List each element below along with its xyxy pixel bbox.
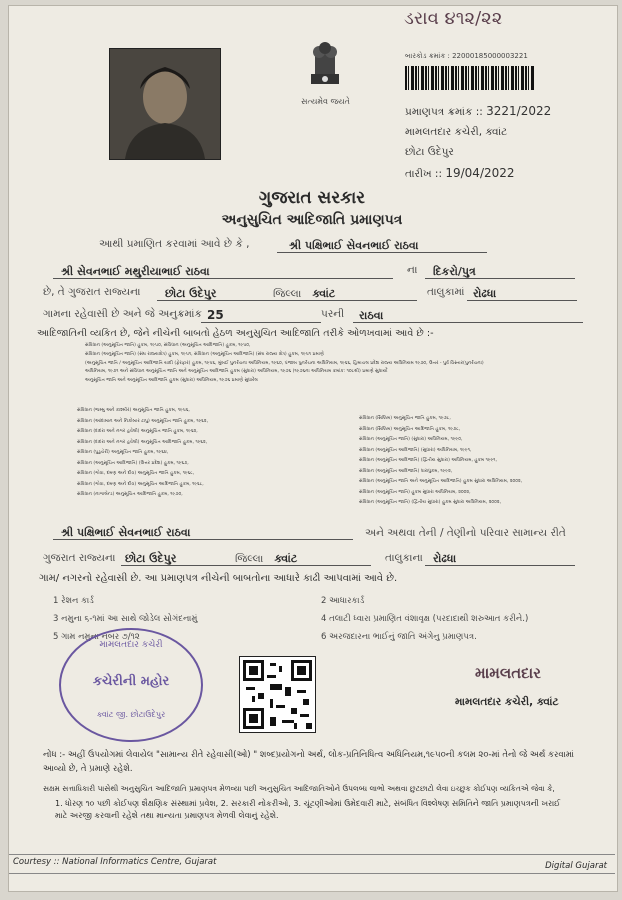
order-item: સંવિધાન (અનુસૂચિત જાતિ) (દ્વિતીય સુધારા) હુકમ સુધારા અધિનિયમ, ૨૦૦૨, <box>359 500 502 505</box>
applicant-photo <box>109 48 221 160</box>
office-line-1: મામલતદાર કચેરી, ક્વાંટ <box>405 126 508 138</box>
barcode <box>405 66 535 90</box>
cert-number: 3221/2022 <box>486 104 552 118</box>
emblem-caption: સત્યમેવ જયતે <box>301 97 350 106</box>
father-name-line <box>53 260 393 279</box>
order-item: સંવિધાન (નાગાલેન્ડ) અનુસૂચિત આદિજાતિ હુકમ, ૧૯૭૦, <box>77 492 183 497</box>
date-row <box>405 166 515 181</box>
district-label: જિલ્લા <box>273 288 302 300</box>
qr-code <box>239 656 316 733</box>
law-line: અનુસૂચિત જાતિ અને અનુસૂચિત આદિજાતિ હુકમ (સુધારા) અધિનિયમ, ૧૯૭૬ પ્રમાણે સુધારેલ <box>85 378 258 384</box>
order-item: સંવિધાન (ગોવા, દમણ અને દીવ) અનુસૂચિત જાતિ હુકમ, ૧૯૬૮, <box>77 471 195 476</box>
note-text: નોંધ :- અહીં ઉપયોગમાં લેવાયેલ "સામાન્ય રીતે રહેવાસી(ઓ) " શબ્દપ્રયોગનો અર્થ, લોક-પ્રતિનિધિત્વ અધિનિયમ,૧૯૫૦ની કલમ ૨૦-માં તેનો જે અર્થ કરવામાં આવ્યો છે, તે પ્રમાણે રહેશે. <box>43 750 574 774</box>
relation: દિકરો/પુત્ર <box>433 265 476 278</box>
doc-item: 3 નમુના ૬-૧માં આ સાથે જોડેલ સોગંદનામું <box>53 614 198 624</box>
father-name: શ્રી સેવનભાઈ મથુરીયાભાઈ રાઠવા <box>61 265 210 278</box>
law-line: અધિનિયમ, ૧૯૭૧ અને સંવિધાન અનુસૂચિત જાતિ અને અનુસૂચિત આદિજાતિ હુકમ (સુધારા) અધિનિયમ, ૧૯૭૬ (૧૯૭૬ના અધિનિયમ ક્રમાંક: ૧૦૮થી) પ્રમાણે સુધાર્યો <box>85 369 388 375</box>
seal-top-text: મામલતદાર કચેરી <box>99 640 163 650</box>
order-item: સંવિધાન (અનુસૂચિત જાતિ અને અનુસૂચિત આદિજાતિ) હુકમ સુધારા અધિનિયમ, ૨૦૦૨, <box>359 479 523 484</box>
doc-item: 6 અરજદારના ભાઈનું જાતિ અંગેનુ પ્રમાણપત્ર. <box>321 632 477 642</box>
left-orders <box>77 406 208 501</box>
office-seal <box>59 628 203 742</box>
law-line: સંવિધાન (અનુસૂચિત જાતિ) હુકમ, ૧૯૫૦, સંવિધાન (અનુસૂચિત આદિજાતિ) હુકમ, ૧૯૫૦, <box>85 343 251 348</box>
right-orders <box>359 414 522 509</box>
order-item: સંવિધાન (જમ્મુ અને કાશ્મીર) અનુસૂચિત જાતિ હુકમ, ૧૯૫૬, <box>77 408 190 413</box>
order-item: સંવિધાન (અનુસૂચિત જાતિ) હુકમ સુધારા અધિનિયમ, ૨૦૦૨, <box>359 489 471 495</box>
order-item: સંવિધાન (સિક્કિમ) અનુસૂચિત જાતિ હુકમ, ૧૯૭૮, <box>359 416 451 421</box>
order-item: સંવિધાન (અનુસૂચિત જાતિ) (સુધારા) અધિનિયમ, ૧૯૯૦, <box>359 437 463 442</box>
certificate-title: અનુસુચિત આદિજાતિ પ્રમાણપત્ર <box>221 212 403 228</box>
seal-center-text: કચેરીની મહોર <box>92 674 170 689</box>
na-label: ના <box>407 264 418 276</box>
cert-number-row <box>405 104 551 119</box>
serial-line <box>201 304 321 323</box>
order-item: સંવિધાન (અનુસૂચિત આદિજાતિ) (ઉત્તર પ્રદેશ) હુકમ, ૧૯૬૭, <box>77 460 189 466</box>
gov-title: ગુજરાત સરકાર <box>258 188 366 208</box>
eligibility-text: સક્ષમ સત્તાધિકારી પાસેથી અનુસુચિત આદિજાતિ પ્રમાણપત્ર મેળવ્યા પછી અનુસુચિત આદિજાતિઓને ઉપલબ્ધ લાભો અથવા છુટછાટો લેવા ઇચ્છુક કોઈપણ વ્યકિતએ જેવા કે, <box>43 784 555 793</box>
village-text: ગામના રહેવાસી છે અને જે અનુક્રમાંક <box>43 308 202 320</box>
taluka-line-2 <box>221 547 371 566</box>
district: છોટા ઉદેપુર <box>165 287 217 300</box>
relation-line <box>425 260 575 279</box>
order-item: સંવિધાન (આંદામાન અને નિકોબાર ટાપુ) અનુસૂચિત જાતિ હુકમ, ૧૯૬૨, <box>77 418 209 424</box>
serial-number: 25 <box>207 308 224 322</box>
courtesy-text: Courtesy :: National Informatics Centre, Gujarat <box>13 857 217 867</box>
footer-bar <box>9 854 615 874</box>
doc-item: 5 ગામ નમુના નંબર ૭/૧૨ <box>53 632 140 642</box>
order-item: સંવિધાન (ગોવા, દમણ અને દીવ) અનુસૂચિત આદિજાતિ હુકમ, ૧૯૬૮, <box>77 481 204 487</box>
office-line-2: છોટા ઉદેપુર <box>405 146 454 158</box>
district-label-2: જિલ્લા <box>235 553 264 565</box>
caste: રાઠવા <box>359 309 384 322</box>
village-2: રોઢધા <box>433 552 457 565</box>
district-line <box>157 282 267 301</box>
district-line-2 <box>121 547 221 566</box>
village: રોઢધા <box>473 287 497 300</box>
law-line: સંવિધાન (અનુસૂચિત જાતિ) (સંઘ રાજ્યક્ષેત્ર) હુકમ, ૧૯૫૧, સંવિધાન (અનુસૂચિત આદિજાતિ) (સંઘ રાજ્ય ક્ષેત્ર) હુકમ, ૧૯૫૧ પ્રમાણે <box>85 351 324 357</box>
tribe-line: આદિજાતિની વ્યકિત છે, જેને નીચેની બાબતો હેઠળ અનુસુચિત આદિજાતિ તરીકે ઓળખવામાં આવે છે :- <box>37 328 434 339</box>
resident-text: ગામ/ નગરનો રહેવાસી છે. આ પ્રમાણપત્ર નીચેની બાબતોના આધારે કાઢી આપવામાં આવે છે. <box>39 573 398 584</box>
state-text-2: ગુજરાત રાજ્યના <box>43 552 116 564</box>
taluka-label-2: તાલુકાના <box>385 552 423 564</box>
state-text: છે, તે ગુજરાત રાજ્યના <box>43 286 141 298</box>
certify-text: આથી પ્રમાણિત કરવામાં આવે છે કે , <box>99 238 250 250</box>
seal-bottom-text: ક્વાંટ જી. છોટાઉદેપુર <box>96 710 166 719</box>
order-item: સંવિધાન (સિક્કિમ) અનુસૂચિત આદિજાતિ હુકમ, ૧૯૭૮, <box>359 426 461 432</box>
village-line <box>467 282 577 301</box>
order-item: સંવિધાન (અનુસૂચિત આદિજાતિ) (સુધારા) અધિનિયમ, ૧૯૯૧, <box>359 447 472 453</box>
signatory-office: મામલતદાર કચેરી, ક્વાંટ <box>455 696 559 708</box>
order-item: સંવિધાન (અનુસૂચિત આદિજાતિ) ધારાધુકમ, ૧૯૯૨, <box>359 468 453 474</box>
date-label: તારીખ :: <box>405 168 443 180</box>
issue-date: 19/04/2022 <box>445 166 515 180</box>
certificate-page <box>8 5 618 892</box>
taluka: ક્વાંટ <box>312 287 336 300</box>
order-item: સંવિધાન (દાદરા અને નગર હવેલી) અનુસૂચિત જાતિ હુકમ, ૧૯૬૨, <box>77 429 198 434</box>
doc-item: 2 આધારકાર્ડ <box>321 596 365 606</box>
family-text: અને અથવા તેની / તેણીનો પરિવાર સામાન્ય રીતે <box>365 527 566 539</box>
person-name: શ્રી પક્ષિભાઈ સેવનભાઈ રાઠવા <box>289 239 419 252</box>
order-item: સંવિધાન (અનુસૂચિત આદિજાતિ) (દ્વિતીય સુધારા) અધિનિયમ, હુકમ ૧૯૯૧, <box>359 458 497 463</box>
taluka-line <box>267 282 417 301</box>
doc-item: 4 તલાટી ધ્વારા પ્રમાણિત વંશાવૃક્ષ (પરદાદાથી શરુઆત કરીને.) <box>321 614 529 624</box>
cert-number-label: પ્રમાણપત્ર ક્રમાંક :: <box>405 106 483 118</box>
law-lines <box>85 342 484 386</box>
district-2: છોટા ઉદેપુર <box>125 552 177 565</box>
person-name-line-2 <box>53 521 353 540</box>
order-item: સંવિધાન (દાદરા અને નગર હવેલી) અનુસૂચિત આદિજાતિ હુકમ, ૧૯૬૨, <box>77 439 208 445</box>
eligibility-items: 1. ધોરણ ૧૦ પછી કોઈપણ શૈક્ષણિક સંસ્થામાં પ્રવેશ, 2. સરકારી નોકરીઓ, 3. ચૂંટણીઓમાં ઉમેદવારી માટે, સંબંધિત વિશ્લેષણ સમિતિને જાતિ પ્રમાણપત્રની ખરાઈ માટે અરજી કરવાની રહેશે તથા માન્યતા પ્રમાણપત્ર મેળવી લેવાનું રહેશે. <box>55 799 561 820</box>
digital-gujarat-text: Digital Gujarat <box>545 861 607 871</box>
person-name-2: શ્રી પક્ષિભાઈ સેવનભાઈ રાઠવા <box>61 526 191 539</box>
taluka-2: ક્વાંટ <box>274 552 298 565</box>
doc-item: 1 રેશન કાર્ડ <box>53 596 94 606</box>
order-item: સંવિધાન (પુડુચેરી) અનુસૂચિત જાતિ હુકમ, ૧૯૬૪, <box>77 450 169 455</box>
person-name-line <box>277 234 487 253</box>
signature: મામલતદાર <box>475 664 541 682</box>
handwritten-ref: ડરાવ ૪૧૨/૨૨ <box>404 8 503 29</box>
law-line: (અનુસૂચિત જાતિ / અનુસૂચિત આદિજાતિ યાદી (ફેરફાર) હુકમ, ૧૯૫૬, મુંબઈ પુનર્રચના અધિનિયમ, ૧૯૬૦, પંજાબ પુનર્રચના અધિનિયમ, ૧૯૬૬, હિમાચલ પ્રદેશ રાજ્ય અધિનિયમ ૧૯૭૦, ઉત્તર - પુર્વ વિસ્તાર(પુનર્રચના) <box>85 360 484 366</box>
taluka-label: તાલુકામાં <box>427 286 465 298</box>
caste-line <box>353 304 583 323</box>
barcode-label: બારકોડ ક્રમાંક : 22000185000003221 <box>405 52 528 60</box>
village-line-2 <box>425 547 575 566</box>
parni-label: પરની <box>321 308 345 320</box>
